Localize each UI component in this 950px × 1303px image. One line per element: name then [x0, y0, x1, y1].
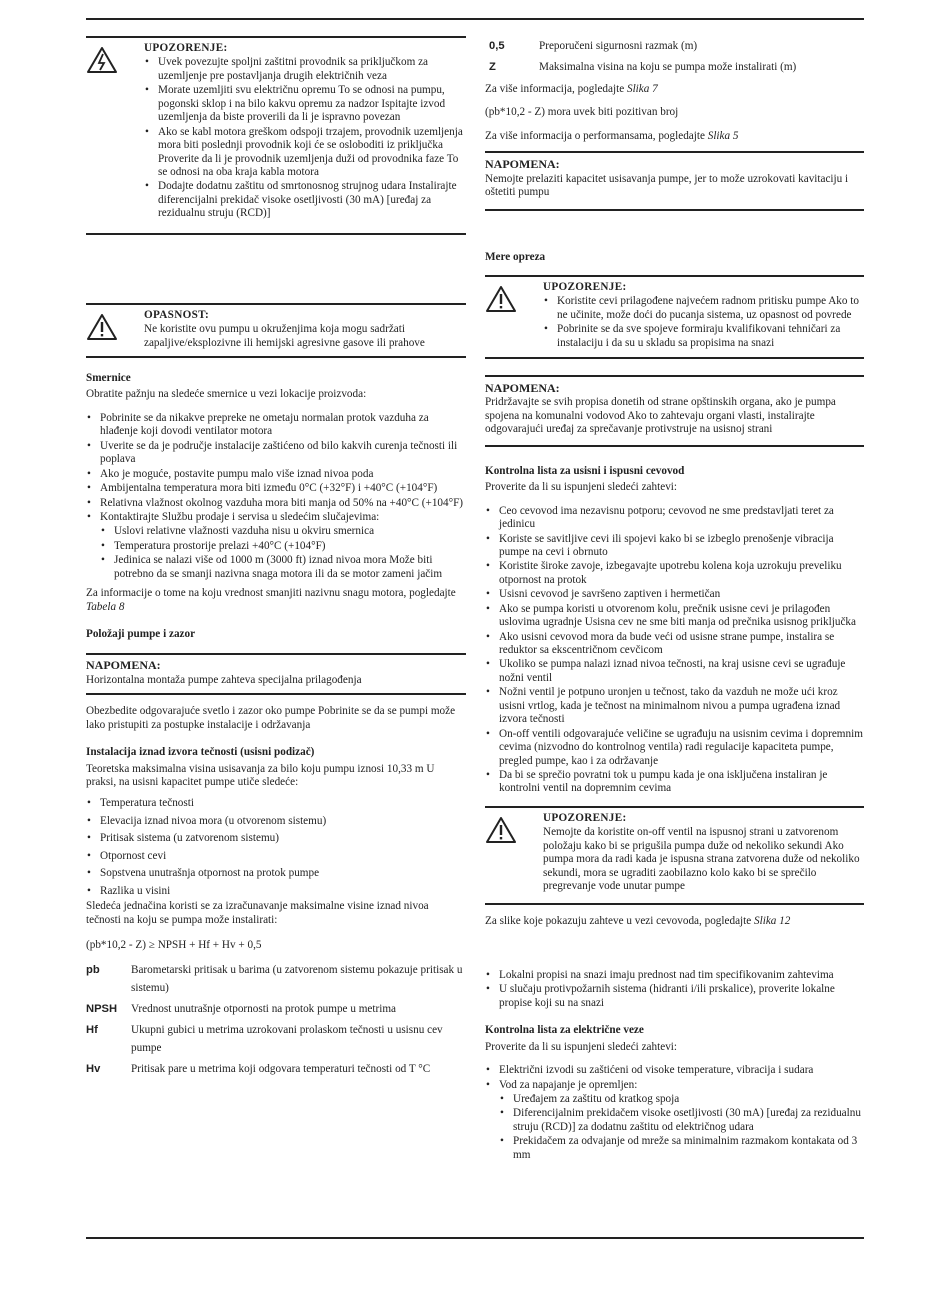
- more-info-text: Za više informacija, pogledajte: [485, 82, 625, 95]
- formula-intro: Sledeća jednačina koristi se za izračunavanje maksimalne visine iznad nivoa tečnosti na koju se pumpa može instalirati:: [86, 900, 429, 926]
- checklist-pipes-list: [485, 505, 864, 796]
- note-text: Pridržavajte se svih propisa donetih od strane opštinskih organa, ako je pumpa spojena na komunalni vodovod Ako to zahtevaju organi vlasti, instalirajte odgovarajući uređaj za sprečavanje protivstruje na usisnoj strani: [485, 396, 836, 436]
- instalacija-intro: Teoretska maksimalna visina usisavanja za bilo koju pumpu iznosi 10,33 m U praksi, na usisni kapacitet pumpe utiče sledeće:: [86, 762, 435, 789]
- warning-box-grounding: [86, 36, 466, 235]
- figure-reference: Slika 5: [707, 129, 739, 142]
- instalacija-list: [86, 797, 466, 898]
- figures-info: [485, 915, 864, 928]
- right-column: [485, 40, 864, 1168]
- definition-key: Z: [489, 61, 496, 74]
- list-item: • Temperatura tečnosti: [86, 797, 466, 810]
- definition-row: [485, 40, 864, 53]
- smernice-intro: Obratite pažnju na sledeće smernice u vezi lokacije proizvoda:: [86, 388, 367, 401]
- bottom-rule: [86, 1237, 864, 1239]
- list-item: • Pritisak sistema (u zatvorenom sistemu): [86, 832, 466, 845]
- list-item: • Dodajte dodatnu zaštitu od smrtonosnog strujnog udara Instalirajte diferencijalni prekidač visoke osetljivosti (30 mA) [uređaj za rezidualnu struju (RCD)]: [144, 180, 466, 220]
- list-item: • Koristite široke zavoje, izbegavajte upotrebu kolena koja uzrokuju preveliku otpornost na protok: [485, 560, 864, 587]
- warning-title: UPOZORENJE:: [144, 42, 228, 54]
- checklist-electrical-list: [485, 1064, 864, 1162]
- list-item: • Otpornost cevi: [86, 850, 466, 863]
- electric-hazard-icon: [86, 42, 144, 227]
- note-text: Horizontalna montaža pumpe zahteva specijalna prilagođenja: [86, 673, 362, 686]
- list-item: • Uverite se da je područje instalacije zaštićeno od bilo kakvih curenja tečnosti ili poplava: [86, 440, 466, 467]
- definition-value: Preporučeni sigurnosni razmak (m): [539, 40, 698, 52]
- definition-row: [485, 61, 864, 74]
- note-text: Nemojte prelaziti kapacitet usisavanja pumpe, jer to može uzrokovati kavitaciju i oštetiti pumpu: [485, 172, 849, 199]
- section-heading-instalacija: Instalacija iznad izvora tečnosti (usisni podizač): [86, 746, 315, 759]
- definition-key: pb: [86, 964, 100, 977]
- list-item: • Razlika u visini: [86, 885, 466, 898]
- definition-value: Vrednost unutrašnje otpornosti na protok pumpe u metrima: [131, 1003, 396, 1016]
- list-item: • Morate uzemljiti svu električnu opremu To se odnosi na pumpu, pogonski sklop i na bilo kakvu opremu za nadzor Ispitajte izvod uzemljenja da biste proverili da li je ispravno povezan: [144, 84, 466, 124]
- list-item: • Pobrinite se da sve spojeve formiraju kvalifikovani tehničari za instalaciju i da su u skladu sa propisima na snazi: [543, 323, 864, 350]
- definition-row: [86, 1022, 466, 1057]
- definition-key: Hf: [86, 1024, 98, 1037]
- warning-triangle-icon: [86, 309, 144, 350]
- warning-list: [543, 295, 864, 350]
- list-item: • Uslovi relativne vlažnosti vazduha nisu u okviru smernica: [100, 525, 466, 538]
- note-title: NAPOMENA:: [485, 381, 560, 396]
- section-heading-checklist-pipes: Kontrolna lista za usisni i ispusni cevovod: [485, 464, 685, 477]
- danger-text: Ne koristite ovu pumpu u okruženjima koja mogu sadržati zapaljive/eksplozivne ili hemijski agresivne gasove ili prahove: [144, 323, 425, 349]
- warning-text: Nemojte da koristite on-off ventil na ispusnoj strani u zatvorenom položaju kako bi se prigušila pumpa duže od nekoliko sekundi Ako pumpa mora da radi kada je ispusna strana zatvorena duže od nekoliko sekundi, mora se ugraditi zaobilazno kolo kako bi se sprečilo pregrevanje vode unutar pumpe: [543, 826, 860, 893]
- note-box-regulations: [485, 375, 864, 447]
- list-item: • U slučaju protivpožarnih sistema (hidranti i/ili prskalice), proverite lokalne propise koji su na snazi: [485, 983, 864, 1010]
- performance-info: [485, 130, 864, 143]
- list-item: • Nožni ventil je potpuno uronjen u tečnost, tako da vazduh ne može ući kroz usisni vrtlog, kada je tečnost na minimalnom nivou a pumpa ugrađena iznad izvora tečnosti: [485, 686, 864, 726]
- smernice-outro: [86, 587, 466, 614]
- list-item: • Pobrinite se da nikakve prepreke ne ometaju normalan protok vazduha za hlađenje koji dovodi ventilator motora: [86, 412, 466, 439]
- checklist-intro: Proverite da li su ispunjeni sledeći zahtevi:: [485, 1040, 678, 1053]
- list-item: • Uređajem za zaštitu od kratkog spoja: [499, 1093, 864, 1106]
- definition-value: Ukupni gubici u metrima uzrokovani prolaskom tečnosti u usisnu cev pumpe: [131, 1024, 443, 1054]
- more-info: [485, 83, 864, 96]
- definition-value: Barometarski pritisak u barima (u zatvorenom sistemu pokazuje pritisak u sistemu): [131, 964, 463, 994]
- warning-triangle-icon: [485, 281, 543, 351]
- list-item: • Ako usisni cevovod mora da bude veći od usisne strane pumpe, instalira se reduktor sa ekscentričnom cevčicom: [485, 631, 864, 658]
- note-box-mounting: [86, 653, 466, 695]
- section-heading-polozaji: Položaji pumpe i zazor: [86, 628, 196, 640]
- list-item: [86, 511, 466, 581]
- list-item: • Ukoliko se pumpa nalazi iznad nivoa tečnosti, na kraj usisne cevi se ugrađuje nožni ventil: [485, 658, 864, 685]
- danger-box: [86, 303, 466, 358]
- figure-reference: Slika 12: [754, 915, 791, 928]
- definition-key: Hv: [86, 1063, 101, 1076]
- list-item: • Lokalni propisi na snazi imaju prednost nad tim specifikovanim zahtevima: [485, 969, 864, 982]
- list-item: • Sopstvena unutrašnja otpornost na protok pumpe: [86, 867, 466, 880]
- warning-list: [144, 56, 466, 220]
- smernice-outro-text: Za informacije o tome na koju vrednost smanjiti nazivnu snagu motora, pogledajte: [86, 587, 456, 600]
- section-heading-smernice: Smernice: [86, 372, 131, 384]
- list-item: • Diferencijalnim prekidačem visoke osetljivosti (30 mA) [uređaj za rezidualnu struju (RCD)] za dodatnu zaštitu od električnog udara: [499, 1107, 864, 1134]
- positive-note: (pb*10,2 - Z) mora uvek biti pozitivan broj: [485, 106, 679, 119]
- list-item: • Električni izvodi su zaštićeni od visoke temperature, vibracija i sudara: [485, 1064, 864, 1077]
- variable-definitions: [86, 962, 466, 1078]
- checklist-intro: Proverite da li su ispunjeni sledeći zahtevi:: [485, 481, 678, 494]
- list-item: • Ako je moguće, postavite pumpu malo više iznad nivoa poda: [86, 468, 466, 481]
- list-item-text: Vod za napajanje je opremljen:: [499, 1078, 638, 1091]
- definition-value: Pritisak pare u metrima koji odgovara temperaturi tečnosti od T °C: [131, 1063, 431, 1076]
- list-item: • Ceo cevovod ima nezavisnu potporu; cevovod ne sme predstavljati teret za jedinicu: [485, 505, 864, 532]
- list-item: • Ako se kabl motora greškom odspoji trzajem, provodnik uzemljenja mora biti poslednji provodnik koji će se osloboditi iz priključka Proverite da li je provodnik uzemljenja duži od provodnika faze To se odnosi na oba kraja kabla motora: [144, 126, 466, 180]
- warning-box-valve: [485, 806, 864, 906]
- list-item: • Elevacija iznad nivoa mora (u otvorenom sistemu): [86, 815, 466, 828]
- list-item-text: Kontaktirajte Službu prodaje i servisa u sledećim slučajevima:: [100, 510, 380, 523]
- definition-key: 0,5: [489, 40, 505, 52]
- list-item: • Koriste se savitljive cevi ili spojevi kako bi se izbeglo prenošenje vibracija pumpe na cevi i obrnuto: [485, 533, 864, 560]
- polozaji-after: Obezbedite odgovarajuće svetlo i zazor oko pumpe Pobrinite se da se pumpi može lako pristupiti za postupke instalacije i održavanja: [86, 705, 456, 731]
- local-regulations-list: [485, 969, 864, 1010]
- list-item: [485, 1079, 864, 1163]
- top-rule: [86, 18, 864, 20]
- list-item: • Prekidačem za odvajanje od mreže sa minimalnim razmakom kontakata od 3 mm: [499, 1135, 864, 1162]
- danger-title: OPASNOST:: [144, 308, 210, 321]
- list-item: • Ako se pumpa koristi u otvorenom kolu, prečnik usisne cevi je prilagođen uslovima ugradnje Usisna cev ne sme biti manja od prečnika usisnog priključka: [485, 603, 864, 630]
- electrical-sublist: [499, 1093, 864, 1162]
- formula: (pb*10,2 - Z) ≥ NPSH + Hf + Hv + 0,5: [86, 938, 262, 951]
- warning-title: UPOZORENJE:: [543, 280, 627, 293]
- note-title: NAPOMENA:: [86, 658, 161, 673]
- list-item: • Da bi se sprečio povratni tok u pumpu kada je ona isključena instaliran je kontrolni ventil na dopremnim cevima: [485, 769, 864, 796]
- smernice-sublist: [100, 525, 466, 581]
- figures-info-text: Za slike koje pokazuju zahteve u vezi cevovoda, pogledajte: [485, 915, 752, 928]
- list-item: • Relativna vlažnost okolnog vazduha mora biti manja od 50% na +40°C (+104°F): [86, 497, 466, 510]
- figure-reference: Slika 7: [626, 82, 658, 95]
- definition-row: [86, 962, 466, 997]
- section-heading-mere: Mere opreza: [485, 251, 546, 264]
- definition-row: [86, 1001, 466, 1018]
- section-heading-checklist-electrical: Kontrolna lista za električne veze: [485, 1024, 644, 1037]
- list-item: • Uvek povezujte spoljni zaštitni provodnik sa priključkom za uzemljenje pre postavljanja drugih električnih veza: [144, 56, 466, 83]
- definition-row: [86, 1061, 466, 1078]
- list-item: • Usisni cevovod je savršeno zaptiven i hermetičan: [485, 588, 864, 601]
- list-item: • Koristite cevi prilagođene najvećem radnom pritisku pumpe Ako to ne učinite, može doći do pucanja sistema, uz opasnost od povrede: [543, 295, 864, 322]
- warning-box-pipes: [485, 275, 864, 359]
- smernice-list: [86, 412, 466, 581]
- list-item: • On-off ventili odgovarajuće veličine se ugrađuju na usisnim cevima i dopremnim cevima (nizvodno do kontrolnog ventila) radi regulacije kapaciteta pumpe, pregled pumpe, kao i za održavanje: [485, 728, 864, 768]
- list-item: • Jedinica se nalazi više od 1000 m (3000 ft) iznad nivoa mora Može biti potrebno da se smanji nazivna snaga motora ili da se motor zameni jačim: [100, 554, 466, 581]
- warning-title: UPOZORENJE:: [543, 811, 627, 824]
- list-item: • Ambijentalna temperatura mora biti između 0°C (+32°F) i +40°C (+104°F): [86, 482, 466, 495]
- table-reference: Tabela 8: [86, 600, 125, 613]
- note-title: NAPOMENA:: [485, 157, 560, 172]
- warning-triangle-icon: [485, 812, 543, 898]
- definition-value: Maksimalna visina na koju se pumpa može instalirati (m): [539, 61, 797, 74]
- left-column: [86, 36, 466, 1083]
- list-item: • Temperatura prostorije prelazi +40°C (+104°F): [100, 540, 466, 553]
- definition-key: NPSH: [86, 1003, 118, 1016]
- note-box-cavitation: [485, 151, 864, 211]
- performance-info-text: Za više informacija o performansama, pogledajte: [485, 129, 705, 142]
